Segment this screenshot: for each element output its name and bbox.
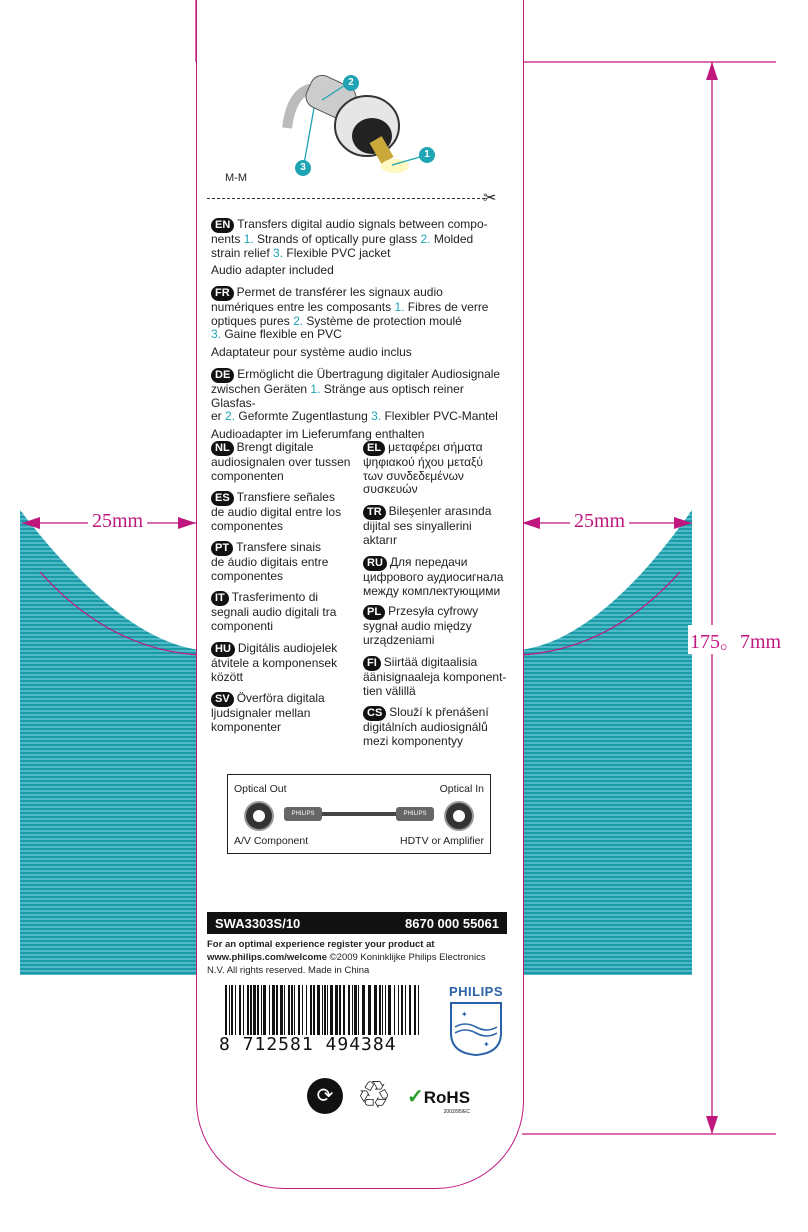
- green-dot-icon: ⟳: [307, 1078, 343, 1114]
- product-card: [196, 0, 524, 1189]
- barcode-bar: [257, 985, 259, 1035]
- lang-it: IT Trasferimento di segnali audio digitali tra componenti: [211, 590, 337, 633]
- dim-right: 25mm: [570, 510, 629, 533]
- barcode-bar: [261, 985, 262, 1035]
- barcode-bar: [327, 985, 328, 1035]
- barcode-bar: [269, 985, 270, 1035]
- connector-label: M-M: [225, 172, 247, 184]
- barcode-bar: [225, 985, 227, 1035]
- lang-tr: TR Bileşenler arasında dijital ses sinyallerini aktarır: [363, 504, 492, 547]
- barcode-bar: [253, 985, 256, 1035]
- philips-logo: PHILIPS ✦ ✦: [445, 984, 507, 1064]
- barcode-bar: [348, 985, 350, 1035]
- barcode-bar: [414, 985, 416, 1035]
- barcode-bar: [229, 985, 230, 1035]
- barcode-bar: [280, 985, 283, 1035]
- barcode-bar: [335, 985, 338, 1035]
- barcode-bar: [288, 985, 290, 1035]
- register-text: For an optimal experience register your product at www.philips.com/welcome ©2009 Koninklijke Philips Electronics N.V. All rights reserved. Made in China: [207, 939, 486, 976]
- barcode-bar: [358, 985, 359, 1035]
- model-number: SWA3303S/10: [215, 915, 301, 931]
- callout-1: 1: [419, 147, 435, 163]
- lang-pt: PT Transfere sinais de áudio digitais entre componentes: [211, 540, 329, 583]
- barcode-bar: [239, 985, 241, 1035]
- barcode-bar: [339, 985, 341, 1035]
- barcode-bar: [379, 985, 381, 1035]
- cut-line: [207, 198, 485, 199]
- lang-fr: FR Permet de transférer les signaux audio numériques entre les composants 1. Fibres de verre optiques pures 2. Système de protection moulé 3. Gaine flexible en PVC Adaptateur pour système audio inclus: [211, 285, 489, 359]
- barcode-bar: [324, 985, 326, 1035]
- lang-ru: RU Для передачи цифрового аудиосигнала между комплектующими: [363, 555, 504, 598]
- lang-el: EL μεταφέρει σήματα ψηφιακού ήχου μεταξύ των συνδεδεμένων συσκευών: [363, 440, 483, 497]
- barcode-bar: [272, 985, 275, 1035]
- barcode-bar: [368, 985, 371, 1035]
- svg-text:✦: ✦: [461, 1010, 468, 1019]
- barcode-bar: [306, 985, 307, 1035]
- barcode-bar: [382, 985, 383, 1035]
- barcode-bar: [235, 985, 236, 1035]
- barcode-bar: [276, 985, 278, 1035]
- barcode-bar: [291, 985, 293, 1035]
- dim-height: 175。7mm: [688, 625, 783, 654]
- dim-left: 25mm: [88, 510, 147, 533]
- philips-shield-icon: [445, 999, 507, 1057]
- barcode-digits: 8 712581 494384: [219, 1034, 397, 1055]
- model-bar: [207, 912, 507, 934]
- barcode-bar: [231, 985, 233, 1035]
- callout-lines: [292, 70, 442, 180]
- barcode-bar: [362, 985, 365, 1035]
- lang-nl: NL Brengt digitale audiosignalen over tussen componenten: [211, 440, 351, 483]
- barcode-bar: [243, 985, 244, 1035]
- optical-port-in-icon: [444, 801, 474, 831]
- cable-icon: PHILIPS PHILIPS: [278, 807, 440, 821]
- svg-text:✦: ✦: [483, 1040, 490, 1049]
- barcode-bar: [247, 985, 249, 1035]
- lang-en: EN Transfers digital audio signals between compo- nents 1. Strands of optically pure glass 2. Molded strain relief 3. Flexible PVC jacket Audio adapter included: [211, 217, 488, 278]
- callout-2: 2: [343, 75, 359, 91]
- barcode-bar: [374, 985, 377, 1035]
- barcode-bar: [343, 985, 345, 1035]
- optical-in-label: Optical In: [439, 783, 484, 795]
- lang-cs: CS Slouží k přenášení digitálních audiosignálů mezi komponentyy: [363, 705, 489, 748]
- barcode-bar: [294, 985, 295, 1035]
- hdtv-label: HDTV or Amplifier: [399, 835, 484, 848]
- barcode-bar: [298, 985, 300, 1035]
- optical-out-label: Optical Out: [234, 783, 287, 795]
- rohs-logo: ✓RoHS 2002/95/EC: [407, 1086, 471, 1115]
- lang-code-de: DE: [211, 368, 234, 383]
- barcode: [225, 985, 421, 1035]
- recycle-icon: ♲: [357, 1075, 392, 1117]
- lang-code-fr: FR: [211, 286, 234, 301]
- barcode-bar: [388, 985, 391, 1035]
- barcode-bar: [354, 985, 357, 1035]
- barcode-bar: [401, 985, 403, 1035]
- barcode-bar: [394, 985, 395, 1035]
- barcode-bar: [330, 985, 333, 1035]
- product-code: 8670 000 55061: [405, 915, 499, 931]
- barcode-bar: [313, 985, 315, 1035]
- scissors-icon: ✂: [483, 190, 497, 207]
- connection-diagram: [227, 774, 491, 854]
- lang-sv: SV Överföra digitala ljudsignaler mellan komponenter: [211, 691, 325, 734]
- lang-code-en: EN: [211, 218, 234, 233]
- barcode-bar: [385, 985, 386, 1035]
- welcome-link[interactable]: www.philips.com/welcome: [207, 952, 328, 963]
- lang-pl: PL Przesyła cyfrowy sygnał audio między urządzeniami: [363, 604, 479, 647]
- barcode-bar: [263, 985, 266, 1035]
- lang-es: ES Transfiere señales de audio digital entre los componentes: [211, 490, 342, 533]
- barcode-bar: [322, 985, 323, 1035]
- av-component-label: A/V Component: [234, 835, 309, 848]
- lang-de: DE Ermöglicht die Übertragung digitaler Audiosignale zwischen Geräten 1. Stränge aus optisch reiner Glasfas- er 2. Geformte Zugentlastung 3. Flexibler PVC-Mantel Audioadapter im Lieferumfang enthalten: [211, 367, 501, 441]
- barcode-bar: [418, 985, 419, 1035]
- optical-port-out-icon: [244, 801, 274, 831]
- callout-3: 3: [295, 160, 311, 176]
- barcode-bar: [302, 985, 303, 1035]
- barcode-bar: [284, 985, 285, 1035]
- lang-fi: FI Siirtää digitaalisia äänisignaaleja komponent- tien välillä: [363, 655, 507, 698]
- barcode-bar: [409, 985, 411, 1035]
- barcode-bar: [317, 985, 320, 1035]
- barcode-bar: [398, 985, 399, 1035]
- barcode-bar: [310, 985, 312, 1035]
- lang-hu: HU Digitális audiojelek átvitele a komponensek között: [211, 641, 338, 684]
- barcode-bar: [250, 985, 252, 1035]
- barcode-bar: [405, 985, 406, 1035]
- barcode-bar: [352, 985, 353, 1035]
